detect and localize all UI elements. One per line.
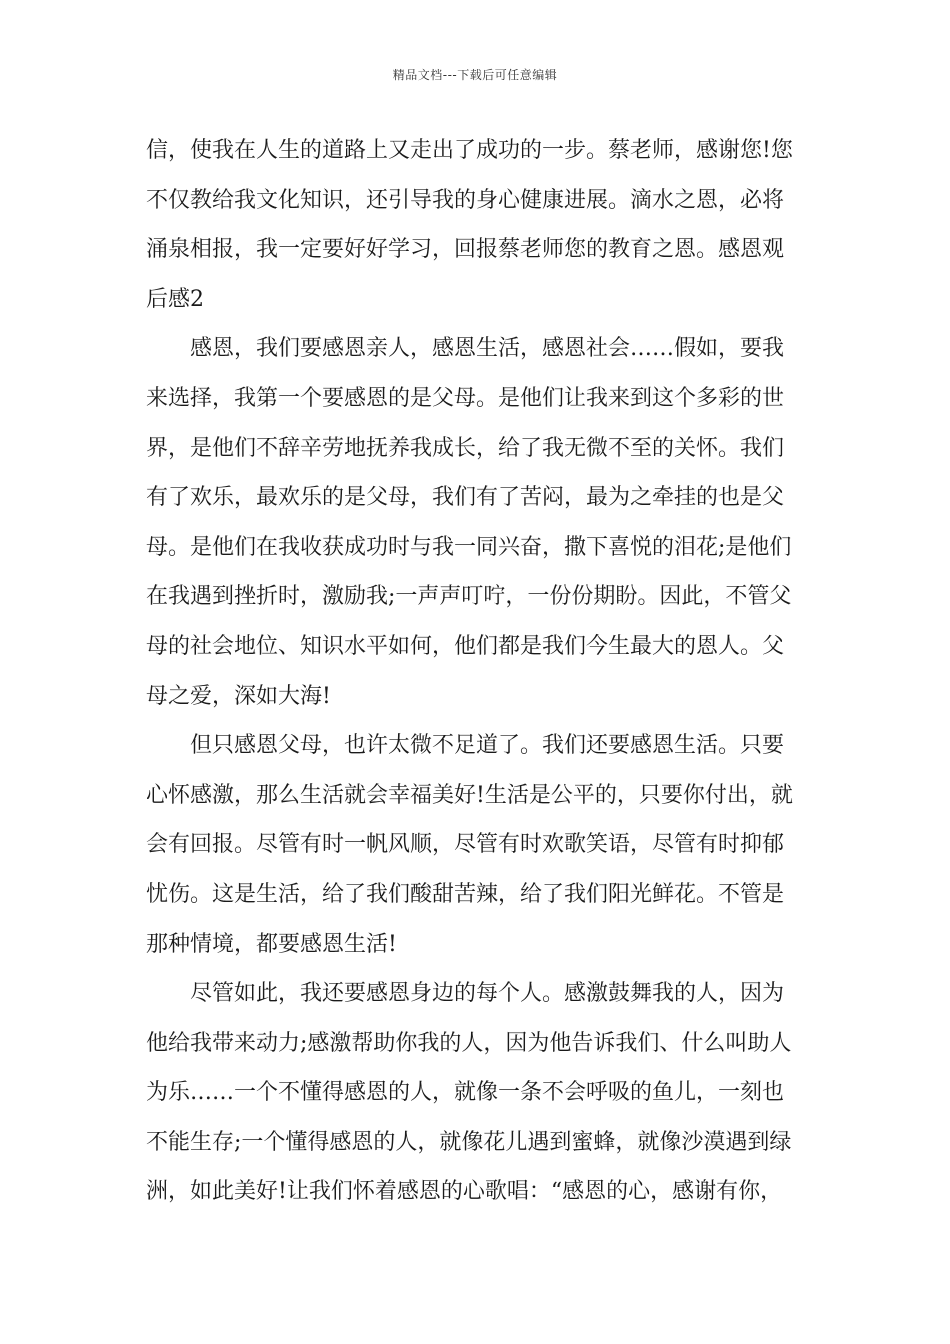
text-line: 涌泉相报，我一定要好好学习，回报蔡老师您的教育之恩。感恩观 — [146, 237, 785, 263]
text-line: 洲，如此美好!让我们怀着感恩的心歌唱：“感恩的心，感谢有你， — [146, 1179, 783, 1205]
text-line: 为乐……一个不懂得感恩的人，就像一条不会呼吸的鱼儿，一刻也 — [146, 1080, 785, 1106]
text-line: 忧伤。这是生活，给了我们酸甜苦辣，给了我们阳光鲜花。不管是 — [146, 881, 785, 907]
text-line: 母。是他们在我收获成功时与我一同兴奋，撒下喜悦的泪花;是他们 — [146, 534, 792, 560]
text-line: 在我遇到挫折时，激励我;一声声叮咛，一份份期盼。因此，不管父 — [146, 584, 792, 610]
text-line: 有了欢乐，最欢乐的是父母，我们有了苦闷，最为之牵挂的也是父 — [146, 485, 785, 511]
document-body — [146, 126, 806, 1217]
text-line: 会有回报。尽管有时一帆风顺，尽管有时欢歌笑语，尽管有时抑郁 — [146, 832, 785, 858]
text-line: 心怀感激，那么生活就会幸福美好!生活是公平的，只要你付出，就 — [146, 782, 793, 808]
text-line: 不能生存;一个懂得感恩的人，就像花儿遇到蜜蜂，就像沙漠遇到绿 — [146, 1129, 792, 1155]
text-line: 后感2 — [146, 286, 204, 312]
text-line: 那种情境，都要感恩生活! — [146, 931, 397, 957]
text-line: 尽管如此，我还要感恩身边的每个人。感激鼓舞我的人，因为 — [146, 981, 785, 1007]
text-line: 信，使我在人生的道路上又走出了成功的一步。蔡老师，感谢您!您 — [146, 138, 793, 163]
text-line: 他给我带来动力;感激帮助你我的人，因为他告诉我们、什么叫助人 — [146, 1030, 792, 1056]
page-header: 精品文档---下载后可任意编辑 — [392, 68, 558, 82]
text-line: 不仅教给我文化知识，还引导我的身心健康进展。滴水之恩，必将 — [146, 187, 785, 213]
text-line: 感恩，我们要感恩亲人，感恩生活，感恩社会……假如，要我 — [146, 336, 785, 362]
text-line: 来选择，我第一个要感恩的是父母。是他们让我来到这个多彩的世 — [146, 385, 785, 411]
text-line: 界，是他们不辞辛劳地抚养我成长，给了我无微不至的关怀。我们 — [146, 435, 785, 461]
text-line: 母的社会地位、知识水平如何，他们都是我们今生最大的恩人。父 — [146, 633, 785, 659]
text-line: 母之爱，深如大海! — [146, 683, 331, 709]
text-line: 但只感恩父母，也许太微不足道了。我们还要感恩生活。只要 — [146, 733, 785, 759]
